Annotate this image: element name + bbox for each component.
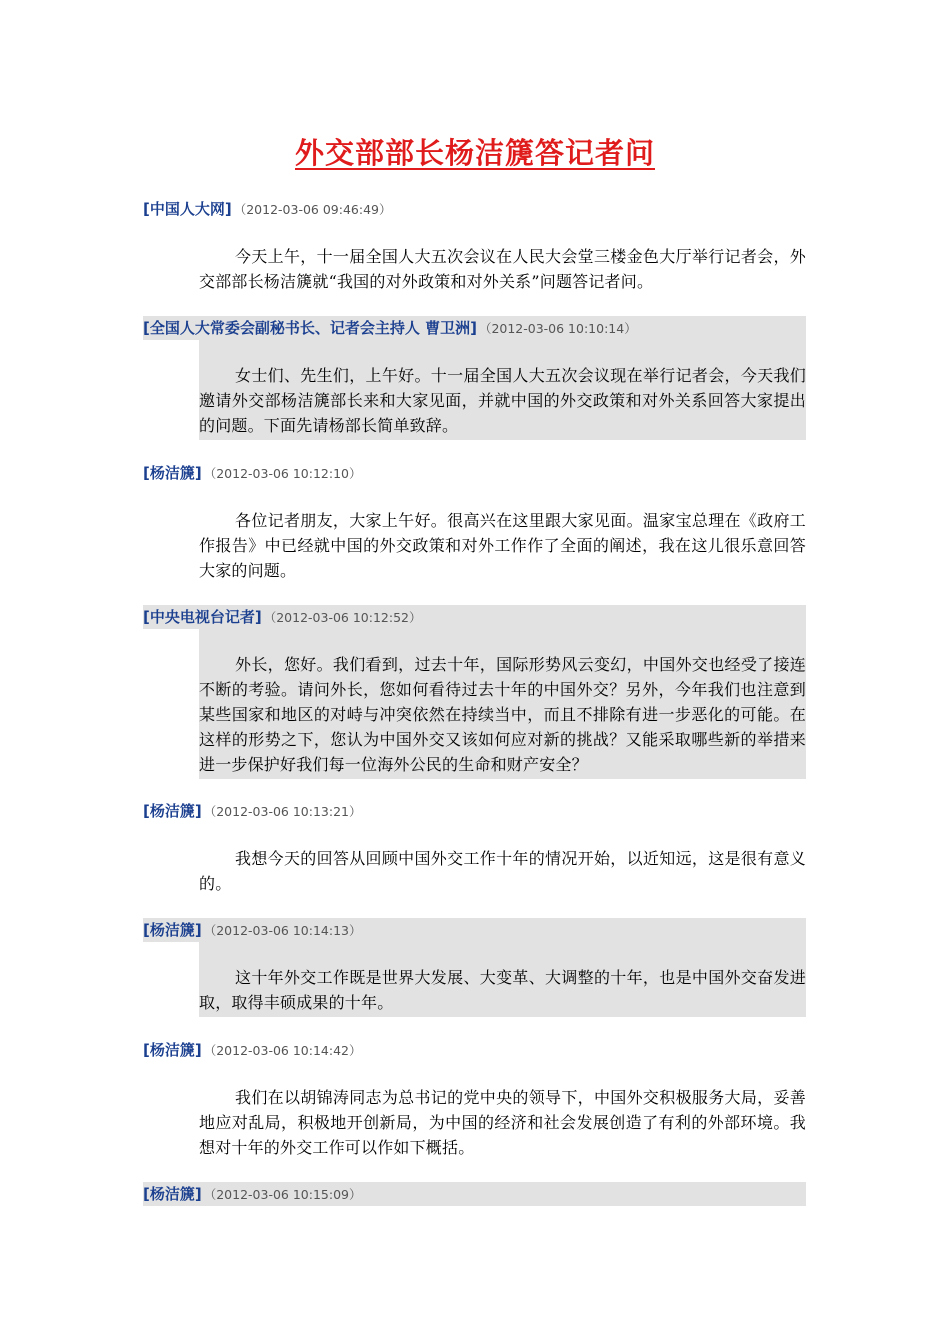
entry [143,1182,806,1206]
speaker-name: [杨洁篪] [143,464,202,482]
entry [143,605,806,779]
entry [143,197,806,294]
entry-header [143,1038,806,1062]
speaker-name: [杨洁篪] [143,802,202,820]
entry [143,799,806,896]
entry-text: 女士们、先生们，上午好。十一届全国人大五次会议现在举行记者会，今天我们邀请外交部杨洁篪部长来和大家见面，并就中国的外交政策和对外关系回答大家提出的问题。下面先请杨部长简单致辞。 [199,340,806,440]
entry-header [143,918,806,942]
entry-header [143,799,806,823]
entry-header [143,197,806,221]
speaker-name: [中国人大网] [143,200,232,218]
page-title: 外交部部长杨洁篪答记者问 [294,136,655,170]
timestamp: （2012-03-06 10:14:13） [203,923,362,938]
entry [143,918,806,1017]
timestamp: （2012-03-06 10:12:10） [203,466,362,481]
timestamp: （2012-03-06 10:15:09） [203,1187,362,1202]
entry-text: 我们在以胡锦涛同志为总书记的党中央的领导下，中国外交积极服务大局，妥善地应对乱局，积极地开创新局，为中国的经济和社会发展创造了有利的外部环境。我想对十年的外交工作可以作如下概括。 [199,1088,806,1157]
entry-text: 这十年外交工作既是世界大发展、大变革、大调整的十年，也是中国外交奋发进取，取得丰硕成果的十年。 [199,942,806,1017]
entry [143,1038,806,1160]
entry-text: 今天上午，十一届全国人大五次会议在人民大会堂三楼金色大厅举行记者会，外交部部长杨洁篪就“我国的对外政策和对外关系”问题答记者问。 [199,247,806,291]
timestamp: （2012-03-06 10:12:52） [263,610,422,625]
timestamp: （2012-03-06 10:10:14） [478,321,637,336]
timestamp: （2012-03-06 10:14:42） [203,1043,362,1058]
entry [143,316,806,440]
entry-text: 外长，您好。我们看到，过去十年，国际形势风云变幻，中国外交也经受了接连不断的考验。请问外长，您如何看待过去十年的中国外交？另外，今年我们也注意到某些国家和地区的对峙与冲突依然在持续当中，而且不排除有进一步恶化的可能。在这样的形势之下，您认为中国外交又该如何应对新的挑战？又能采取哪些新的举措来进一步保护好我们每一位海外公民的生命和财产安全？ [199,629,806,779]
entry-text: 各位记者朋友，大家上午好。很高兴在这里跟大家见面。温家宝总理在《政府工作报告》中已经就中国的外交政策和对外工作作了全面的阐述，我在这儿很乐意回答大家的问题。 [199,511,806,580]
speaker-name: [中央电视台记者] [143,608,262,626]
timestamp: （2012-03-06 10:13:21） [203,804,362,819]
entry-header [143,316,806,340]
entry [143,461,806,583]
timestamp: （2012-03-06 09:46:49） [233,202,392,217]
speaker-name: [杨洁篪] [143,1041,202,1059]
entry-text: 我想今天的回答从回顾中国外交工作十年的情况开始，以近知远，这是很有意义的。 [199,849,806,893]
entry-header [143,1182,806,1206]
speaker-name: [全国人大常委会副秘书长、记者会主持人 曹卫洲] [143,319,477,337]
entry-header [143,461,806,485]
speaker-name: [杨洁篪] [143,1185,202,1203]
entry-header [143,605,806,629]
speaker-name: [杨洁篪] [143,921,202,939]
